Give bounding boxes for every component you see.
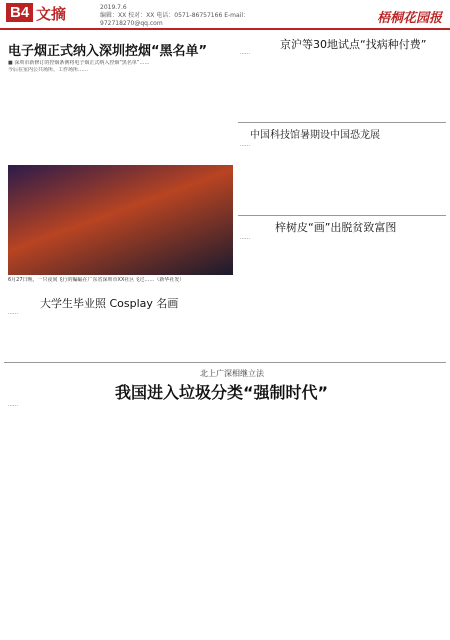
body-garbage: …… bbox=[8, 402, 18, 408]
body-museum: …… bbox=[240, 142, 250, 148]
divider-1 bbox=[238, 122, 446, 123]
body-cosplay: …… bbox=[8, 310, 18, 316]
photo-caption: 6月27日晚，一只夜间飞行的蝙蝠在广东省深圳市XX社区飞过……（新华社发） bbox=[8, 277, 185, 283]
body-ecig: ■ 深圳市新修订的控烟条例将电子烟正式纳入控烟“黑名单”…… 今后在室内公共场所、工作场所…… bbox=[8, 60, 150, 73]
headline-beijing: 京沪等30地试点“找病种付费” bbox=[280, 38, 427, 51]
headline-poverty: 梓树皮“画”出脱贫致富图 bbox=[275, 221, 397, 234]
kicker-garbage: 北上广深相继立法 bbox=[200, 369, 264, 378]
body-poverty: …… bbox=[240, 235, 250, 241]
issue-date: 2019.7.6 bbox=[100, 4, 127, 11]
headline-ecig: 电子烟正式纳入深圳控烟“黑名单” bbox=[8, 44, 208, 59]
headline-garbage: 我国进入垃圾分类“强制时代” bbox=[115, 383, 329, 402]
page-number: B4 bbox=[6, 3, 33, 22]
divider-2 bbox=[238, 215, 446, 216]
divider-3 bbox=[4, 362, 446, 363]
masthead bbox=[0, 0, 450, 30]
masthead-meta bbox=[100, 4, 250, 28]
news-photo bbox=[8, 165, 233, 275]
section-name: 文摘 bbox=[36, 5, 67, 23]
newspaper-name: 梧桐花园报 bbox=[376, 11, 442, 26]
headline-museum: 中国科技馆暑期设中国恐龙展 bbox=[250, 130, 380, 141]
phone-line: 电话：0571-86757166 bbox=[156, 12, 223, 19]
body-beijing: …… bbox=[240, 50, 250, 56]
headline-cosplay: 大学生毕业照 Cosplay 名画 bbox=[40, 297, 179, 310]
email-line: E-mail：972718270@qq.com bbox=[100, 12, 249, 27]
editor-line: 编辑：XX 校对：XX bbox=[100, 12, 155, 19]
